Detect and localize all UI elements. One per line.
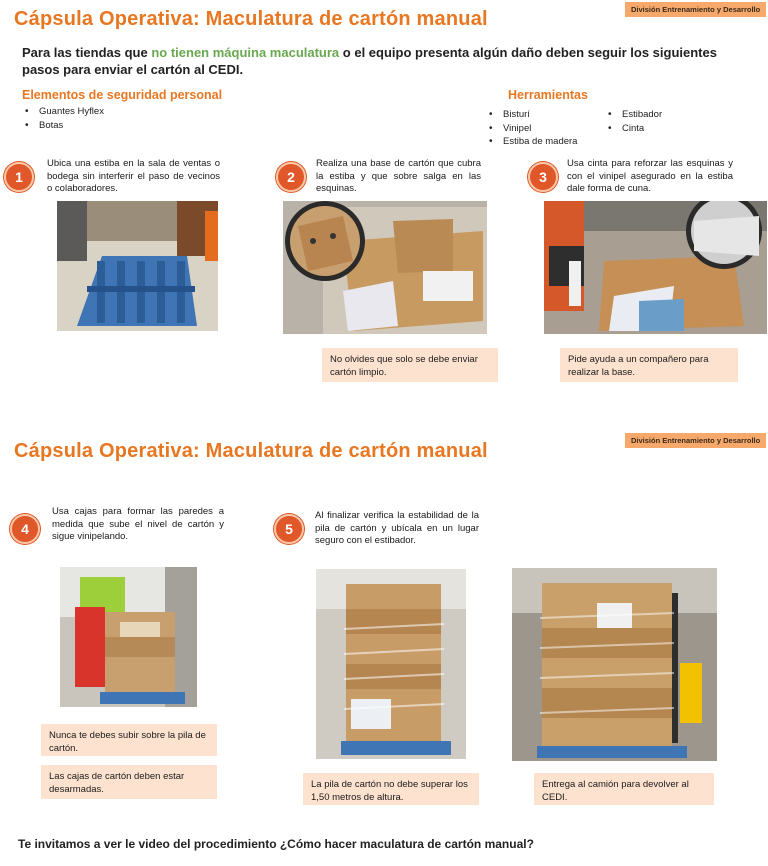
tools-list-1: [489, 108, 577, 149]
step-text-3: Usa cinta para reforzar las esquinas y con el vinipel asegurado en la estiba dale forma de cuna.: [567, 158, 733, 194]
tools-list-2: [608, 108, 662, 135]
intro-pre: Para las tiendas que: [22, 45, 152, 60]
photo-pallet: [57, 201, 218, 331]
photo-tape-corners: [544, 201, 767, 334]
note-no-climb: Nunca te debes subir sobre la pila de cartón.: [41, 724, 217, 756]
step-number-3: 3: [528, 162, 558, 192]
note-deliver-truck: Entrega al camión para devolver al CEDI.: [534, 773, 714, 805]
division-badge: División Entrenamiento y Desarrollo: [625, 2, 766, 17]
step-number-2: 2: [276, 162, 306, 192]
safety-item: • Guantes Hyflex: [39, 105, 104, 119]
page-title: Cápsula Operativa: Maculatura de cartón manual: [14, 8, 488, 30]
photo-wrapped-pile: [316, 569, 466, 759]
step-text-2: Realiza una base de cartón que cubra la estiba y que sobre salga en las esquinas.: [316, 158, 481, 194]
tools-item: • Vinipel: [503, 122, 577, 136]
step-text-1: Ubica una estiba en la sala de ventas o bodega sin interferir el paso de vecinos o colaboradores.: [47, 158, 220, 194]
safety-item: • Botas: [39, 119, 104, 133]
photo-boxes-walls: [60, 567, 197, 707]
tools-heading: Herramientas: [508, 88, 588, 102]
tools-item: • Estiba de madera: [503, 135, 577, 149]
photo-final-pile: [512, 568, 717, 761]
division-badge-2: División Entrenamiento y Desarrollo: [625, 433, 766, 448]
step-text-5: Al finalizar verifica la estabilidad de la pila de cartón y ubícala en un lugar seguro con el estibador.: [315, 510, 479, 546]
note-clean-cardboard: No olvides que solo se debe enviar cartón limpio.: [322, 348, 498, 382]
note-max-height: La pila de cartón no debe superar los 1,50 metros de altura.: [303, 773, 479, 805]
intro-post: o el equipo presenta algún daño deben seguir los siguientes pasos para enviar el cartón al CEDI.: [22, 45, 717, 77]
video-invitation[interactable]: Te invitamos a ver le video del procedimiento ¿Cómo hacer maculatura de cartón manual?: [18, 837, 534, 851]
safety-list: [25, 105, 104, 132]
note-disassembled-boxes: Las cajas de cartón deben estar desarmadas.: [41, 765, 217, 799]
step-text-4: Usa cajas para formar las paredes a medida que sube el nivel de cartón y sigue vinipelando.: [52, 506, 224, 542]
step-number-5: 5: [274, 514, 304, 544]
step-number-4: 4: [10, 514, 40, 544]
tools-item: • Estibador: [622, 108, 662, 122]
page-title-2: Cápsula Operativa: Maculatura de cartón manual: [14, 440, 488, 462]
note-ask-help: Pide ayuda a un compañero para realizar la base.: [560, 348, 738, 382]
tools-item: • Cinta: [622, 122, 662, 136]
intro-highlight: no tienen máquina maculatura: [151, 45, 340, 60]
intro-text: [22, 44, 752, 78]
photo-cardboard-base: [283, 201, 487, 334]
tools-item: • Bisturí: [503, 108, 577, 122]
step-number-1: 1: [4, 162, 34, 192]
safety-heading: Elementos de seguridad personal: [22, 88, 223, 102]
